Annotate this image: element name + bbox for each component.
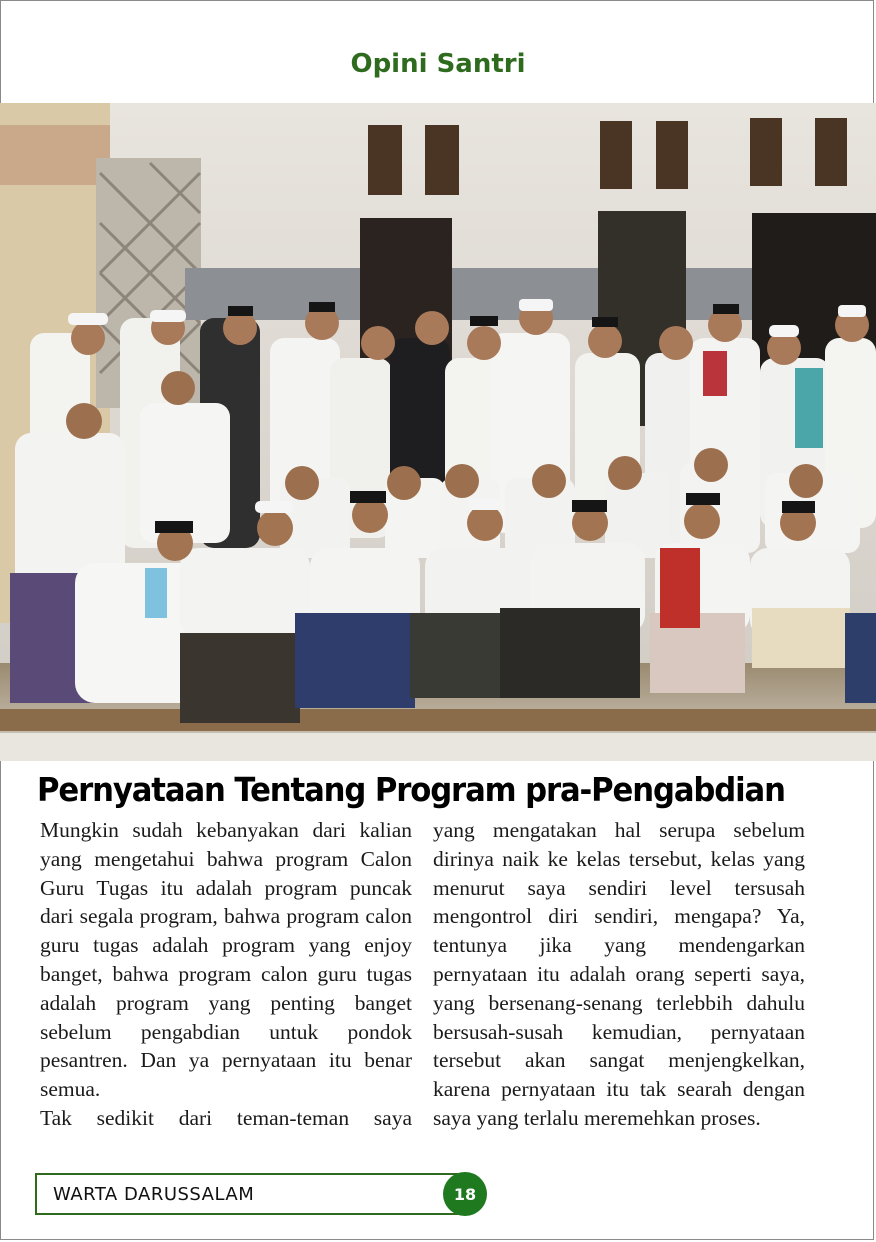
article-title: Pernyataan Tentang Program pra-Pengabdian <box>37 770 785 809</box>
article-column-right <box>433 816 805 1133</box>
article-column-left <box>40 816 412 1133</box>
article-paragraph: yang mengatakan hal serupa sebelum dirinya naik ke kelas tersebut, kelas yang menurut saya sendiri level tersusah mengontrol diri sendiri, mengapa? Ya, tentunya jika yang mendengarkan pernyataan itu adalah orang seperti saya, yang bersenang-senang terlebbih dahulu bersusah-susah kemudian, pernyataan tersebut akan sangat menjengkelkan, karena pernyataan itu tak searah dengan saya yang terlalu meremehkan proses. <box>433 818 805 1130</box>
footer-bar <box>35 1173 465 1215</box>
article-paragraph: Mungkin sudah kebanyakan dari kalian yang mengetahui bahwa program Calon Guru Tugas itu adalah program puncak dari segala program, bahwa program calon guru tugas adalah program yang enjoy banget, bahwa program calon guru tugas adalah program yang penting banget sebelum pengabdian untuk pondok pesantren. Dan ya pernyataan itu benar semua. <box>40 818 412 1102</box>
publication-name: WARTA DARUSSALAM <box>53 1183 255 1205</box>
section-title: Opini Santri <box>350 48 526 79</box>
group-photo <box>0 103 876 761</box>
article-paragraph: Tak sedikit dari teman-teman saya <box>40 1105 412 1130</box>
section-header <box>0 0 876 103</box>
page-number-badge: 18 <box>443 1172 487 1216</box>
